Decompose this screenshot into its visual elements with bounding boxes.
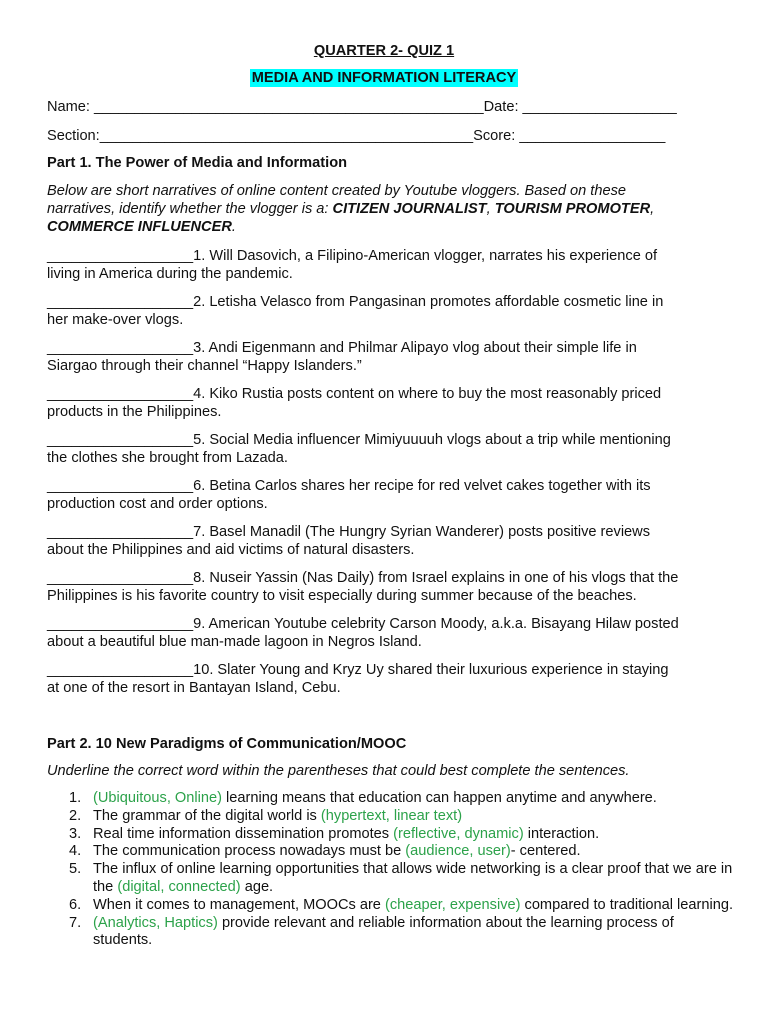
item-line: her make-over vlogs. xyxy=(47,312,184,328)
item-number: 1. xyxy=(69,790,82,806)
item-line: about a beautiful blue man-made lagoon in Negros Island. xyxy=(47,634,422,650)
part1-instructions xyxy=(47,182,737,236)
instructions-text: narratives, identify whether the vlogger is a: xyxy=(47,201,333,217)
part1-item xyxy=(47,431,737,467)
part1-item xyxy=(47,339,737,375)
item-line: __________________10. Slater Young and Kryz Uy shared their luxurious experience in staying xyxy=(47,662,669,678)
subject-title: MEDIA AND INFORMATION LITERACY xyxy=(251,70,517,86)
list-item xyxy=(47,915,737,951)
choice-options: (digital, connected) xyxy=(117,878,241,895)
part1-item xyxy=(47,569,737,605)
item-line: __________________3. Andi Eigenmann and Philmar Alipayo vlog about their simple life in xyxy=(47,340,637,356)
item-line: __________________2. Letisha Velasco from Pangasinan promotes affordable cosmetic line in xyxy=(47,294,664,310)
item-number: 7. xyxy=(69,914,82,931)
part1-instructions-line1: Below are short narratives of online content created by Youtube vloggers. Based on these xyxy=(47,183,626,199)
item-text: age. xyxy=(240,878,274,895)
item-text: learning means that education can happen anytime and anywhere. xyxy=(221,790,657,806)
item-line: __________________1. Will Dasovich, a Filipino-American vlogger, narrates his experience of xyxy=(47,248,658,264)
part1-item xyxy=(47,247,737,283)
item-line: about the Philippines and aid victims of natural disasters. xyxy=(47,542,415,558)
part1-item xyxy=(47,661,737,697)
list-item xyxy=(47,826,737,844)
choice-options: (audience, user) xyxy=(405,843,511,860)
option-separator: , xyxy=(486,201,495,217)
item-line: Siargao through their channel “Happy Islanders.” xyxy=(47,358,362,374)
part1-item xyxy=(47,523,737,559)
item-line: __________________7. Basel Manadil (The Hungry Syrian Wanderer) posts positive reviews xyxy=(47,524,651,540)
list-item xyxy=(47,897,737,915)
list-item xyxy=(47,808,737,826)
choice-options: (hypertext, linear text) xyxy=(320,807,463,824)
item-text: provide relevant and reliable information about the learning process of students. xyxy=(93,914,674,949)
item-text: The grammar of the digital world is xyxy=(93,807,321,824)
item-line: __________________5. Social Media influencer Mimiyuuuuh vlogs about a trip while mentioning xyxy=(47,432,671,448)
item-line: at one of the resort in Bantayan Island, Cebu. xyxy=(47,680,341,696)
subject-title-wrap xyxy=(0,70,768,86)
list-item xyxy=(47,843,737,861)
instructions-end: . xyxy=(231,219,236,235)
choice-options: (Ubiquitous, Online) xyxy=(93,790,222,806)
item-line: Philippines is his favorite country to visit especially during summer because of the beaches. xyxy=(47,588,637,604)
item-line: __________________8. Nuseir Yassin (Nas Daily) from Israel explains in one of his vlogs that the xyxy=(47,570,679,586)
part2-list xyxy=(47,790,737,950)
item-line: __________________4. Kiko Rustia posts content on where to buy the most reasonably priced xyxy=(47,386,662,402)
name-date-field: Name: ________________________________________________Date: ___________________ xyxy=(47,99,677,115)
part1-item xyxy=(47,293,737,329)
item-text: The communication process nowadays must be xyxy=(93,843,406,860)
choice-options: (cheaper, expensive) xyxy=(384,896,521,913)
item-text: compared to traditional learning. xyxy=(520,896,734,913)
part1-item xyxy=(47,385,737,421)
item-line: the clothes she brought from Lazada. xyxy=(47,450,288,466)
option-separator: , xyxy=(650,201,655,217)
option-citizen-journalist: CITIZEN JOURNALIST xyxy=(332,201,487,217)
item-line: __________________6. Betina Carlos shares her recipe for red velvet cakes together with its xyxy=(47,478,651,494)
section-score-field: Section:______________________________________________Score: __________________ xyxy=(47,128,666,144)
item-line: living in America during the pandemic. xyxy=(47,266,293,282)
part1-item xyxy=(47,477,737,513)
item-number: 2. xyxy=(69,807,82,824)
part1-item xyxy=(47,615,737,651)
item-text: - centered. xyxy=(510,843,581,860)
option-commerce-influencer: COMMERCE INFLUENCER xyxy=(47,219,232,235)
part2-heading: Part 2. 10 New Paradigms of Communication/MOOC xyxy=(47,736,407,752)
item-text: interaction. xyxy=(523,825,600,842)
part1-instructions-line3 xyxy=(47,218,737,236)
item-number: 5. xyxy=(69,861,82,878)
choice-options: (Analytics, Haptics) xyxy=(93,914,218,931)
item-text: Real time information dissemination promotes xyxy=(93,825,394,842)
item-line: production cost and order options. xyxy=(47,496,268,512)
item-number: 6. xyxy=(69,896,82,913)
quiz-title: QUARTER 2- QUIZ 1 xyxy=(313,43,455,59)
part2-instructions: Underline the correct word within the parentheses that could best complete the sentences. xyxy=(47,763,630,779)
item-text: When it comes to management, MOOCs are xyxy=(93,896,385,913)
list-item xyxy=(47,861,737,897)
choice-options: (reflective, dynamic) xyxy=(393,825,524,842)
item-line: __________________9. American Youtube celebrity Carson Moody, a.k.a. Bisayang Hilaw posted xyxy=(47,616,679,632)
item-line: products in the Philippines. xyxy=(47,404,222,420)
item-text: The influx of online learning opportunities that allows wide networking is a clear proof that we are in the xyxy=(93,861,733,895)
list-item xyxy=(47,790,737,808)
option-tourism-promoter: TOURISM PROMOTER xyxy=(494,201,651,217)
part1-instructions-line2 xyxy=(47,200,737,218)
item-number: 3. xyxy=(69,825,82,842)
part1-heading: Part 1. The Power of Media and Information xyxy=(47,155,348,171)
item-number: 4. xyxy=(69,843,82,860)
